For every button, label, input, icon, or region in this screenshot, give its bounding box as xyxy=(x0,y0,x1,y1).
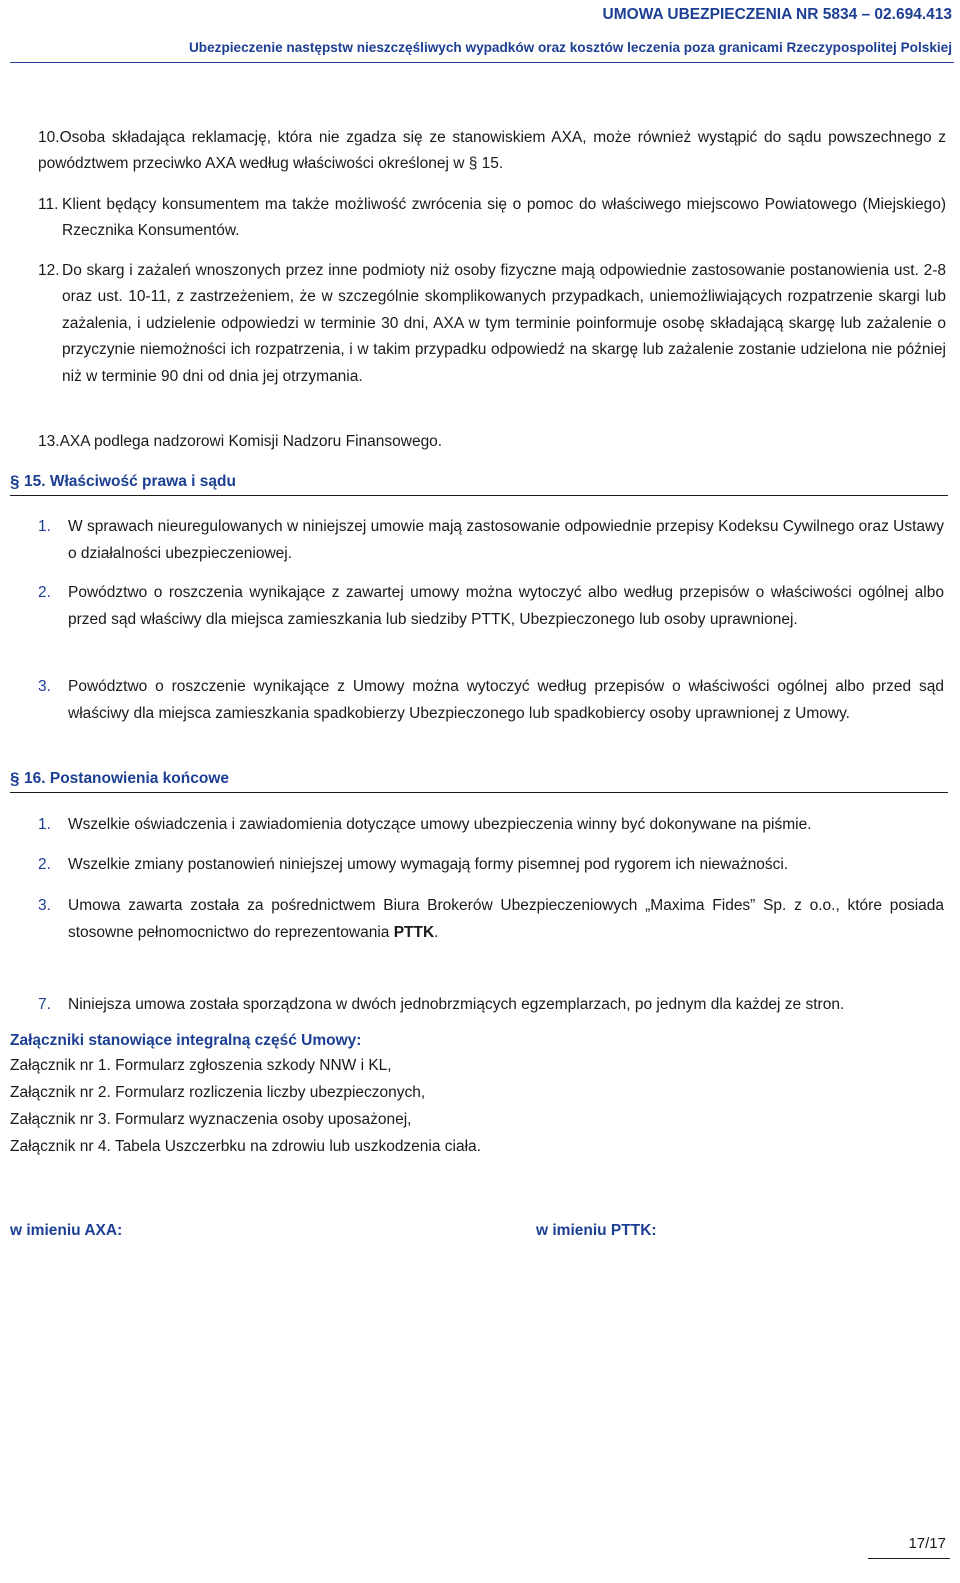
page-number-divider xyxy=(868,1558,950,1559)
item-text: Powództwo o roszczenie wynikające z Umowy można wytoczyć według przepisów o właściwości ogólnej albo przed sąd właściwy dla miejsca zamieszkania spadkobierzy Ubezpieczonego lub spadkobiercy osoby uprawnionej z Umowy. xyxy=(68,678,944,722)
section-title: 16. Postanowienia końcowe xyxy=(24,770,230,787)
item-text: Wszelkie oświadczenia i zawiadomienia dotyczące umowy ubezpieczenia winny być dokonywane na piśmie. xyxy=(68,816,812,833)
annex-item: Załącznik nr 2. Formularz rozliczenia liczby ubezpieczonych, xyxy=(10,1084,426,1101)
item-number: 10. xyxy=(38,129,60,146)
item-text xyxy=(68,893,944,946)
pttk-bold: PTTK xyxy=(393,923,435,941)
item-text: Do skarg i zażaleń wnoszonych przez inne podmioty niż osoby fizyczne mają odpowiednie zastosowanie postanowienia ust. 2-8 oraz ust. 10-11, z zastrzeżeniem, że w szczególnie skomplikowanych przypadkach, uniemożliwiających rozpatrzenie skargi lub zażalenia, i udzielenie odpowiedzi w terminie 30 dni, AXA w tym terminie poinformuje osobę składającą skargę lub zażalenie o przyczynie niemożności ich rozpatrzenia, i w takim przypadku odpowiedź na skargę lub zażalenie zostanie udzielona nie później niż w terminie 90 dni od dnia jej otrzymania. xyxy=(62,262,946,385)
annex-item: Załącznik nr 3. Formularz wyznaczenia osoby uposażonej, xyxy=(10,1111,412,1128)
item-text: Osoba składająca reklamację, która nie zgadza się ze stanowiskiem AXA, może również wystąpić do sądu powszechnego z powództwem przeciwko AXA według właściwości określonej w § 15. xyxy=(38,129,946,172)
annex-item: Załącznik nr 1. Formularz zgłoszenia szkody NNW i KL, xyxy=(10,1057,392,1074)
item-number: 3. xyxy=(38,897,51,914)
annex-item: Załącznik nr 4. Tabela Uszczerbku na zdrowiu lub uszkodzenia ciała. xyxy=(10,1138,481,1155)
item-text: Wszelkie zmiany postanowień niniejszej umowy wymagają formy pisemnej pod rygorem ich nieważności. xyxy=(68,856,789,873)
item-text: W sprawach nieuregulowanych w niniejszej umowie mają zastosowanie odpowiednie przepisy Kodeksu Cywilnego oraz Ustawy o działalności ubezpieczeniowej. xyxy=(68,518,944,562)
signature-axa: w imieniu AXA: xyxy=(10,1222,123,1239)
section-title: 15. Właściwość prawa i sądu xyxy=(24,473,236,490)
item-text-part: . xyxy=(434,923,439,941)
item-text-part: Umowa zawarta została za pośrednictwem Biura Brokerów Ubezpieczeniowych „Maxima Fides” Sp. z o.o., które posiada stosowne pełnomocnictwo do reprezentowania xyxy=(68,897,944,941)
header-divider xyxy=(10,62,954,63)
paragraph-sign-icon: § xyxy=(10,769,20,788)
item-number: 13. xyxy=(38,433,60,450)
contract-number: UMOWA UBEZPIECZENIA NR 5834 – 02.694.413 xyxy=(602,6,952,23)
item-number: 1. xyxy=(38,816,51,833)
item-number: 1. xyxy=(38,518,51,535)
item-text: Powództwo o roszczenia wynikające z zawartej umowy można wytoczyć albo według przepisów o właściwości ogólnej albo przed sąd właściwy dla miejsca zamieszkania lub siedziby PTTK, Ubezpieczonego lub osoby uprawnionej. xyxy=(68,584,944,628)
item-number: 12. xyxy=(38,262,60,279)
annexes-title: Załączniki stanowiące integralną część Umowy: xyxy=(10,1032,362,1049)
item-number: 2. xyxy=(38,856,51,873)
list-item xyxy=(38,125,946,177)
item-text: Niniejsza umowa została sporządzona w dwóch jednobrzmiących egzemplarzach, po jednym dla każdej ze stron. xyxy=(68,996,845,1013)
item-text: Klient będący konsumentem ma także możliwość zwrócenia się o pomoc do właściwego miejscowo Powiatowego (Miejskiego) Rzecznika Konsumentów. xyxy=(62,196,946,239)
item-text: AXA podlega nadzorowi Komisji Nadzoru Finansowego. xyxy=(59,433,443,450)
page-number: 17/17 xyxy=(908,1535,946,1552)
signature-pttk: w imieniu PTTK: xyxy=(536,1222,657,1239)
item-number: 2. xyxy=(38,584,51,601)
section-15-heading xyxy=(10,471,948,496)
section-16-heading xyxy=(10,768,948,793)
list-item-text-block xyxy=(62,258,946,390)
list-item xyxy=(38,429,442,455)
item-number: 7. xyxy=(38,996,51,1013)
paragraph-sign-icon: § xyxy=(10,472,20,491)
item-number: 11. xyxy=(38,196,59,213)
document-subtitle: Ubezpieczenie następstw nieszczęśliwych wypadków oraz kosztów leczenia poza granicami Rzeczypospolitej Polskiej xyxy=(188,40,952,55)
list-item-text-block xyxy=(62,192,946,244)
item-number: 3. xyxy=(38,678,51,695)
